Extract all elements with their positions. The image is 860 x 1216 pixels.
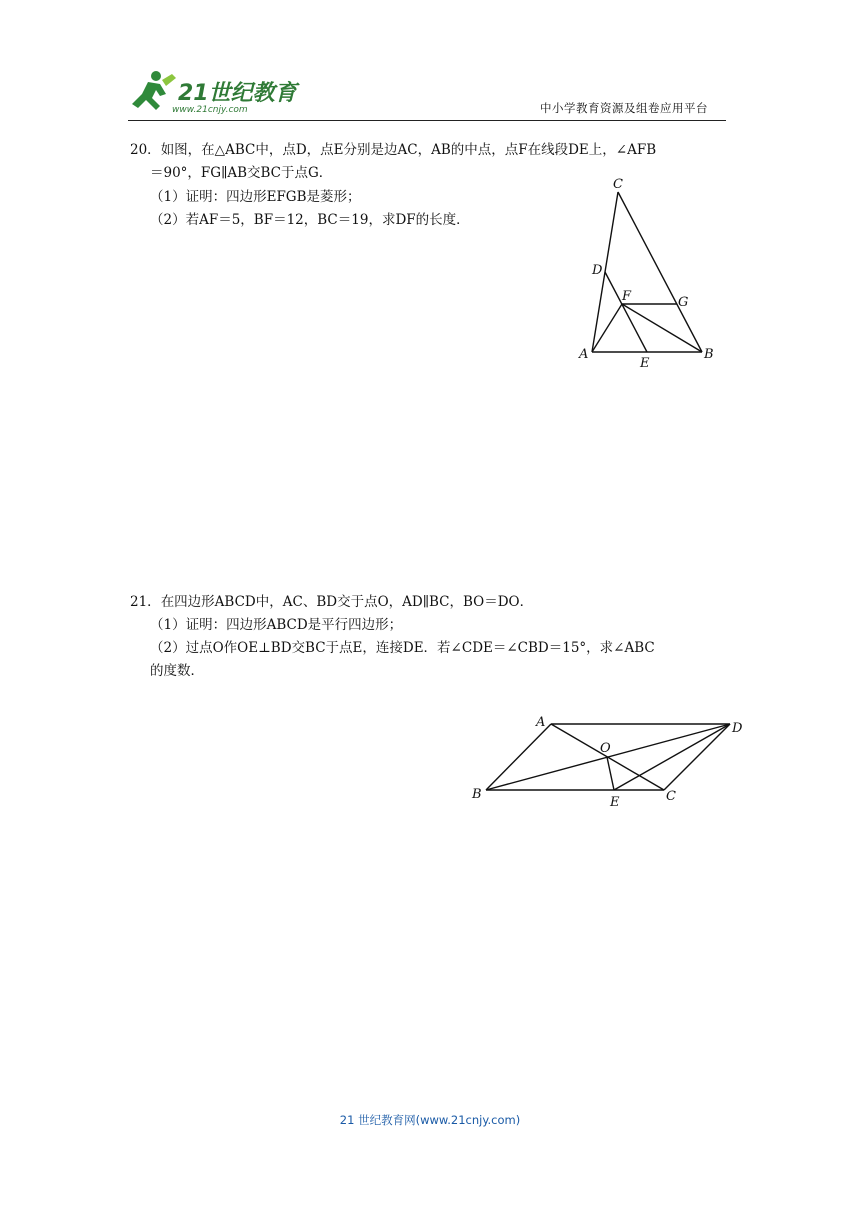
segment-AB [486, 724, 551, 790]
label-E: E [640, 356, 650, 370]
segment-DE [614, 724, 730, 790]
question-20-line2: ＝90°，FG∥AB交BC于点G． [150, 165, 333, 181]
question-21-text-1: 在四边形ABCD中，AC、BD交于点O，AD∥BC，BO＝DO． [160, 594, 534, 610]
label-A: A [536, 715, 546, 730]
label-A: A [579, 347, 589, 362]
segment-CB [618, 192, 702, 352]
question-20-number: 20． [130, 142, 161, 158]
question-21-number: 21． [130, 594, 161, 610]
segment-OE [607, 757, 614, 790]
platform-name: 中小学教育资源及组卷应用平台 [540, 101, 708, 115]
question-20-text-1: 如图，在△ABC中，点D，点E分别是边AC，AB的中点，点F在线段DE上，∠AFB [160, 142, 657, 158]
label-F: F [622, 289, 632, 304]
label-G: G [678, 295, 689, 310]
site-logo [126, 66, 316, 116]
question-21-part2: （2）过点O作OE⊥BD交BC于点E，连接DE．若∠CDE＝∠CBD＝15°，求∠ABC [150, 640, 655, 656]
question-20-part1: （1）证明：四边形EFGB是菱形； [150, 189, 361, 205]
figure-21-parallelogram [466, 712, 756, 816]
question-20-part2: （2）若AF＝5，BF＝12，BC＝19，求DF的长度． [150, 212, 470, 228]
label-C: C [666, 789, 676, 804]
question-21-part2-cont: 的度数． [150, 663, 204, 679]
footer-link[interactable]: 21 世纪教育网(www.21cnjy.com) [339, 1113, 521, 1127]
segment-DE [605, 272, 647, 352]
label-E: E [610, 795, 620, 810]
logo-url-text: www.21cnjy.com [172, 105, 248, 115]
question-21-line1 [130, 590, 533, 614]
logo-main-text: 21世纪教育 [178, 81, 297, 106]
question-21-part1: （1）证明：四边形ABCD是平行四边形； [150, 617, 403, 633]
figure-20-triangle [570, 170, 730, 370]
label-O: O [600, 741, 611, 756]
header-divider [128, 120, 726, 121]
segment-BD [486, 724, 730, 790]
label-B: B [704, 347, 714, 362]
label-D: D [592, 263, 603, 278]
segment-CD [664, 724, 730, 790]
label-B: B [472, 787, 482, 802]
runner-icon [132, 71, 176, 110]
question-20-line1 [130, 138, 656, 162]
label-C: C [613, 177, 623, 192]
label-D: D [732, 721, 743, 736]
